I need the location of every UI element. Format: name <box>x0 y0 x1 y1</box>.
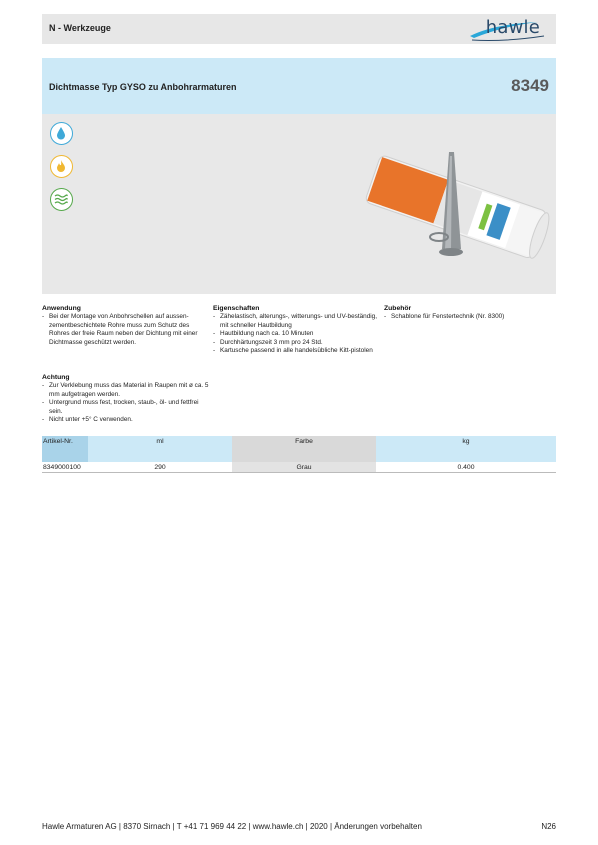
col-header-artikel: Artikel-Nr. <box>42 436 88 462</box>
product-title: Dichtmasse Typ GYSO zu Anbohrarmaturen <box>49 82 237 92</box>
flame-icon <box>50 155 73 178</box>
eigenschaften-item: - Zähelastisch, alterungs-, witterungs- und UV-beständig, mit schneller Hautbildung <box>213 313 381 330</box>
cell-kg: 0.400 <box>376 462 556 472</box>
achtung-item: - Untergrund muss fest, trocken, staub-, öl- und fettfrei sein. <box>42 399 210 416</box>
sealant-cartridge-image <box>357 144 557 264</box>
article-table <box>42 436 556 473</box>
cell-ml: 290 <box>88 462 232 472</box>
col-header-farbe: Farbe <box>232 436 376 462</box>
anwendung-item: - Bei der Montage von Anbohrschellen auf aussen-zementbeschichtete Rohre muss zum Schutz des Rohres der freie Raum neben der Dichtung mit einer Dichtmasse geschützt werden. <box>42 313 210 347</box>
waves-icon <box>50 188 73 211</box>
product-image-area <box>42 114 556 294</box>
page-number: N26 <box>541 822 556 831</box>
eigenschaften-item: - Durchhärtungszeit 3 mm pro 24 Std. <box>213 339 381 348</box>
achtung-item: - Zur Verklebung muss das Material in Raupen mit ø ca. 5 mm aufgetragen werden. <box>42 382 210 399</box>
eigenschaften-section <box>213 305 381 356</box>
col-header-ml: ml <box>88 436 232 462</box>
table-row <box>42 462 556 472</box>
zubehoer-item: - Schablone für Fenstertechnik (Nr. 8300) <box>384 313 552 322</box>
hawle-logo <box>464 16 550 44</box>
achtung-item: - Nicht unter +5° C verwenden. <box>42 416 210 425</box>
zubehoer-section <box>384 305 552 322</box>
footer-text: Hawle Armaturen AG | 8370 Sirnach | T +41 71 969 44 22 | www.hawle.ch | 2020 | Änderungen vorbehalten <box>42 822 422 831</box>
product-title-bar <box>42 58 556 114</box>
eigenschaften-item: - Hautbildung nach ca. 10 Minuten <box>213 330 381 339</box>
cell-artikel: 8349000100 <box>42 462 88 472</box>
achtung-heading: Achtung <box>42 374 70 381</box>
article-number: 8349 <box>511 76 549 95</box>
anwendung-heading: Anwendung <box>42 305 81 312</box>
logo-text: hawle <box>485 17 540 38</box>
zubehoer-heading: Zubehör <box>384 305 412 312</box>
cell-farbe: Grau <box>232 462 376 472</box>
anwendung-section <box>42 305 210 347</box>
section-title: N - Werkzeuge <box>49 23 111 33</box>
col-header-kg: kg <box>376 436 556 462</box>
eigenschaften-item: - Kartusche passend in alle handelsübliche Kitt-pistolen <box>213 347 381 356</box>
water-drop-icon <box>50 122 73 145</box>
achtung-section <box>42 374 210 425</box>
top-header-bar <box>42 14 556 44</box>
eigenschaften-heading: Eigenschaften <box>213 305 260 312</box>
